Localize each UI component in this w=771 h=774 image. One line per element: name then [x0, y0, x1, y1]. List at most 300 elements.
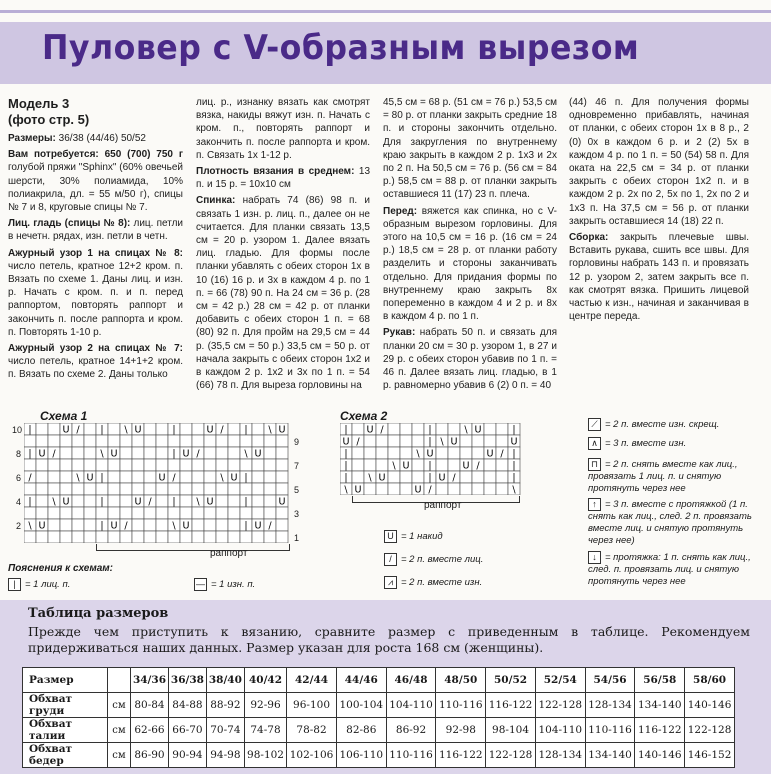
chart-symbol: | [28, 496, 32, 508]
chart-symbol: U [402, 460, 410, 472]
chart-cell [60, 507, 72, 519]
chart-symbol: U [110, 520, 118, 532]
chart-symbol: \ [124, 424, 128, 436]
front-text: вяжется как спинка, но с V-образным вырезом горловины. Для этого на 10,5 см = 16 р. (16 см = 24 р.) 18,5 см = 28 р. от планки работу разделить и стороны заканчивать отдельно. Для придания формы по внутреннему краю закрыть 8х попеременно в каждом 4 и 2 р. и 8х в каждом 4 р. по 1 п. [383, 205, 557, 323]
chart-cell [132, 459, 144, 471]
chart-symbol: | [28, 448, 32, 460]
chart-symbol: | [344, 472, 348, 484]
table-cell: 90-94 [168, 743, 206, 768]
chart-cell [252, 495, 264, 507]
chart-cell [72, 495, 84, 507]
chart-cell [132, 519, 144, 531]
chart-cell [364, 435, 376, 447]
chart-cell [144, 459, 156, 471]
chart-symbol: | [172, 496, 176, 508]
chart-cell [388, 447, 400, 459]
chart-symbol: / [380, 424, 384, 436]
table-cell: 128-134 [535, 743, 585, 768]
chart-symbol: / [268, 520, 272, 532]
chart-cell [400, 471, 412, 483]
chart-symbol: \ [172, 520, 176, 532]
chart-cell [36, 471, 48, 483]
chart-symbol: | [344, 448, 348, 460]
scheme1-row-6: 6 [16, 473, 22, 483]
yarn-over-icon: U [384, 530, 397, 543]
chart-cell [264, 507, 276, 519]
chart-cell [276, 435, 288, 447]
chart-symbol: \ [368, 472, 372, 484]
skp-icon: ↓ [588, 551, 601, 564]
chart-symbol: / [52, 448, 56, 460]
chart-cell [252, 423, 264, 435]
legend-knit-text: = 1 лиц. п. [25, 579, 71, 591]
chart-cell [252, 435, 264, 447]
chart-cell [376, 483, 388, 495]
table-row-label: Обхват груди [23, 693, 108, 718]
chart-symbol: \ [220, 472, 224, 484]
chart-symbol: U [206, 424, 214, 436]
front-label: Перед: [383, 205, 418, 217]
chart-cell [496, 483, 508, 495]
table-row-label: Обхват талии [23, 718, 108, 743]
table-title: Таблица размеров [28, 606, 169, 621]
chart-cell [276, 507, 288, 519]
table-size-header: 42/44 [287, 668, 337, 693]
chart-cell [144, 435, 156, 447]
table-size-header: 44/46 [336, 668, 386, 693]
chart-symbol: \ [76, 472, 80, 484]
stockinette-label: Лиц. гладь (спицы № 8): [8, 218, 131, 230]
chart-symbol: / [476, 460, 480, 472]
sizes-label: Размеры: [8, 133, 56, 144]
table-cell: 122-128 [535, 693, 585, 718]
chart-cell [436, 483, 448, 495]
chart-cell [144, 483, 156, 495]
legend-s3 [588, 498, 758, 547]
chart-cell [96, 459, 108, 471]
legend-skp [588, 551, 758, 588]
chart-cell [180, 423, 192, 435]
chart-cell [240, 507, 252, 519]
chart-cell [120, 495, 132, 507]
chart-cell [84, 507, 96, 519]
chart-cell [216, 447, 228, 459]
chart-cell [24, 435, 36, 447]
chart-cell [472, 471, 484, 483]
table-cell: 116-122 [486, 693, 536, 718]
chart-cell [228, 447, 240, 459]
text-column-1 [8, 96, 183, 385]
chart-symbol: U [182, 520, 190, 532]
lace2-text: число петель, кратное 14+1+2 кром. п. Вязать по схеме 2. Даны только [8, 356, 183, 381]
chart-symbol: | [512, 460, 516, 472]
chart-cell [192, 519, 204, 531]
sleeve-text: набрать 50 п. и связать для планки 20 см = 30 р. узором 1, в 27 и 29 р. с обеих сторон убавив по 1 п. = 46 п. Далее вязать лиц. гладью, в 1 р. равномерно убавив 6 (2) 0 п. = 40 [383, 327, 557, 392]
chart-cell [228, 507, 240, 519]
chart-symbol: U [474, 424, 482, 436]
chart-symbol: \ [512, 484, 516, 495]
table-cell: 82-86 [336, 718, 386, 743]
k2tog-icon: / [384, 553, 397, 566]
chart-symbol: \ [100, 448, 104, 460]
chart-cell [144, 519, 156, 531]
chart-cell [400, 435, 412, 447]
chart-cell [484, 435, 496, 447]
table-cell: 102-106 [287, 743, 337, 768]
chart-cell [144, 507, 156, 519]
chart-symbol: U [62, 424, 70, 436]
chart-symbol: / [428, 484, 432, 495]
chart-symbol: | [244, 472, 248, 484]
table-cell: 92-96 [244, 693, 286, 718]
chart-symbol: / [172, 472, 176, 484]
chart-cell [496, 423, 508, 435]
chart-symbol: | [28, 424, 32, 436]
chart-cell [60, 519, 72, 531]
chart-cell [496, 435, 508, 447]
table-cell: 110-116 [436, 693, 486, 718]
chart-cell [72, 459, 84, 471]
chart-cell [204, 507, 216, 519]
chart-cell [156, 459, 168, 471]
p3tog-icon: ∧ [588, 437, 601, 450]
chart-cell [376, 459, 388, 471]
chart-symbol: | [428, 472, 432, 484]
legend-p2tog [384, 576, 482, 589]
chart-cell [412, 435, 424, 447]
chart-cell [168, 507, 180, 519]
chart-cell [448, 459, 460, 471]
chart-cell [264, 483, 276, 495]
chart-cell [156, 507, 168, 519]
chart-symbol: / [500, 448, 504, 460]
chart-symbol: \ [440, 436, 444, 448]
chart-cell [484, 459, 496, 471]
chart-cell [180, 507, 192, 519]
chart-cell [36, 507, 48, 519]
scheme2-grid [340, 423, 522, 495]
table-cell: 98-102 [244, 743, 286, 768]
table-cell: 84-88 [168, 693, 206, 718]
chart-cell [108, 471, 120, 483]
chart-symbol: U [86, 472, 94, 484]
chart-cell [264, 459, 276, 471]
table-size-header: 34/36 [131, 668, 169, 693]
chart-cell [168, 435, 180, 447]
density-text: 13 п. и 15 р. = 10х10 см [196, 166, 371, 191]
chart-cell [192, 459, 204, 471]
chart-cell [216, 435, 228, 447]
table-cell: 122-128 [685, 718, 735, 743]
table-size-header: 54/56 [585, 668, 635, 693]
scheme1-row-10: 10 [12, 425, 23, 435]
chart-cell [412, 459, 424, 471]
table-unit: см [108, 718, 131, 743]
legend-s3-text: = 3 п. вместе с протяжкой (1 п. снять как лиц., след. 2 п. провязать вместе лиц. и снятую протянуть через нее) [588, 499, 752, 547]
legend-p3tog-text: = 3 п. вместе изн. [605, 438, 687, 450]
chart-cell [352, 447, 364, 459]
chart-cell [108, 495, 120, 507]
table-cell: 88-92 [206, 693, 244, 718]
table-size-header: 36/38 [168, 668, 206, 693]
chart-symbol: | [244, 496, 248, 508]
chart-cell [180, 483, 192, 495]
chart-cell [132, 531, 144, 543]
chart-cell [448, 483, 460, 495]
chart-cell [228, 531, 240, 543]
chart-symbol: | [244, 520, 248, 532]
chart-cell [108, 435, 120, 447]
chart-cell [376, 447, 388, 459]
chart-cell [204, 435, 216, 447]
scheme1-row-1: 1 [294, 533, 300, 543]
chart-cell [132, 483, 144, 495]
chart-cell [364, 459, 376, 471]
table-cell: 134-140 [635, 693, 685, 718]
chart-cell [60, 459, 72, 471]
chart-symbol: | [100, 496, 104, 508]
table-cell: 104-110 [386, 693, 436, 718]
chart-cell [276, 471, 288, 483]
model-title [8, 96, 183, 128]
table-size-header: 40/42 [244, 668, 286, 693]
chart-symbol: U [62, 496, 70, 508]
ssk-icon: ⊓ [588, 458, 601, 471]
chart-symbol: | [100, 520, 104, 532]
table-cell: 70-74 [206, 718, 244, 743]
chart-cell [204, 531, 216, 543]
chart-cell [460, 483, 472, 495]
legend-k2tog [384, 553, 483, 566]
chart-symbol: U [342, 436, 350, 448]
chart-symbol: U [278, 496, 286, 508]
chart-cell [72, 531, 84, 543]
chart-cell [180, 435, 192, 447]
chart-cell [84, 423, 96, 435]
col4-intro: (44) 46 п. Для получения формы одновременно прибавлять, начиная от планки, с обеих сторон 1х в 8 р., 2 (0) 0х в каждом 6 р. и 2 (2) 5х в каждом 4 р. по 1 п. = 50 (54) 58 п. Для оката на 22,5 см = 34 р. от планки закрыть с обеих сторон 1х2 п. и в каждом 2 р. 2х по 2, 5х по 1, 2х по 2 и 1х3 п. На 37,5 см = 56 р. от планки закрыть оставшиеся 14 (18) 22 п. [569, 97, 749, 227]
materials-text: голубой пряжи "Sphinx" (60% овечьей шерсти, 30% полиамида, 10% полиакрила, дл. = 55 м/50 г), спицы № 7 и 8, круговые спицы № 7. [8, 162, 183, 214]
scheme1-row-8: 8 [16, 449, 22, 459]
table-cell: 100-104 [336, 693, 386, 718]
purl-symbol-icon: — [196, 579, 205, 589]
back-label: Спинка: [196, 195, 236, 207]
scheme1-label: Схема 1 [40, 409, 88, 423]
chart-cell [240, 459, 252, 471]
table-unit: см [108, 693, 131, 718]
chart-symbol: | [512, 472, 516, 484]
chart-symbol: | [344, 460, 348, 472]
chart-cell [192, 507, 204, 519]
chart-symbol: \ [196, 496, 200, 508]
chart-cell [120, 447, 132, 459]
table-row-label: Обхват бедер [23, 743, 108, 768]
chart-cell [388, 423, 400, 435]
chart-symbol: U [278, 424, 286, 436]
scheme1-row-4: 4 [16, 497, 22, 507]
chart-cell [144, 471, 156, 483]
chart-symbol: | [344, 424, 348, 436]
chart-symbol: U [254, 448, 262, 460]
chart-cell [84, 495, 96, 507]
chart-cell [156, 483, 168, 495]
chart-cell [72, 507, 84, 519]
legend-skp-text: = протяжка: 1 п. снять как лиц., след. п. провязать лиц. и снятую протянуть через нее [588, 552, 751, 588]
chart-cell [120, 483, 132, 495]
table-cell: 74-78 [244, 718, 286, 743]
chart-cell [60, 435, 72, 447]
chart-cell [228, 459, 240, 471]
chart-cell [352, 459, 364, 471]
chart-cell [484, 471, 496, 483]
chart-cell [276, 459, 288, 471]
scheme1-row-9: 9 [294, 437, 300, 447]
chart-cell [120, 435, 132, 447]
chart-symbol: U [254, 520, 262, 532]
chart-cell [156, 531, 168, 543]
chart-cell [216, 483, 228, 495]
chart-symbol: | [100, 424, 104, 436]
assembly-text: закрыть плечевые швы. Вставить рукава, сшить все швы. Для горловины набрать 143 п. и провязать 12 р. узором 2, затем закрыть все п. как смотрят вязка. Пришить лицевой частью к изн., начиная и заканчивая в центре переда. [569, 232, 750, 323]
chart-cell [228, 519, 240, 531]
table-size-header: 52/54 [535, 668, 585, 693]
chart-cell [120, 531, 132, 543]
chart-symbol: / [76, 424, 80, 436]
materials-label: Вам потребуется: 650 (700) 750 г [8, 149, 183, 161]
table-row [23, 693, 735, 718]
chart-cell [84, 519, 96, 531]
chart-cell [264, 447, 276, 459]
knit-symbol-icon: | [8, 578, 21, 591]
chart-symbol: / [124, 520, 128, 532]
chart-cell [156, 447, 168, 459]
chart-cell [180, 471, 192, 483]
chart-symbol: U [206, 496, 214, 508]
chart-symbol: / [148, 496, 152, 508]
table-size-header: 56/58 [635, 668, 685, 693]
table-cell: 86-90 [131, 743, 169, 768]
chart-cell [192, 531, 204, 543]
chart-symbol: U [354, 484, 362, 495]
chart-symbol: | [172, 424, 176, 436]
chart-symbol: U [426, 448, 434, 460]
chart-cell [168, 531, 180, 543]
chart-cell [180, 531, 192, 543]
table-cell: 62-66 [131, 718, 169, 743]
legend-ssk [588, 458, 758, 495]
chart-symbol: \ [52, 496, 56, 508]
chart-cell [180, 459, 192, 471]
chart-cell [72, 519, 84, 531]
chart-cell [144, 447, 156, 459]
chart-cell [204, 471, 216, 483]
chart-cell [436, 423, 448, 435]
chart-symbol: | [100, 472, 104, 484]
chart-symbol: U [438, 472, 446, 484]
chart-cell [144, 423, 156, 435]
chart-symbol: U [182, 448, 190, 460]
table-cell: 96-100 [287, 693, 337, 718]
chart-symbol: | [428, 424, 432, 436]
chart-cell [276, 519, 288, 531]
chart-cell [264, 435, 276, 447]
chart-cell [460, 435, 472, 447]
chart-cell [460, 471, 472, 483]
chart-cell [228, 495, 240, 507]
chart-symbol: / [356, 436, 360, 448]
chart-cell [60, 471, 72, 483]
table-cell: 94-98 [206, 743, 244, 768]
chart-cell [120, 471, 132, 483]
sizes-value: 36/38 (44/46) 50/52 [58, 133, 146, 144]
size-table [22, 667, 735, 768]
table-cell: 128-134 [585, 693, 635, 718]
chart-cell [484, 423, 496, 435]
chart-cell [472, 435, 484, 447]
scheme1-row-2: 2 [16, 521, 22, 531]
page-title: Пуловер с V-образным вырезом [42, 28, 640, 68]
chart-cell [496, 471, 508, 483]
text-column-3 [383, 96, 557, 395]
chart-cell [460, 447, 472, 459]
chart-cell [84, 447, 96, 459]
chart-cell [48, 531, 60, 543]
chart-symbol: U [510, 436, 518, 448]
legend-ssk-text: = 2 п. снять вместе как лиц., провязать 1 лиц. п. и снятую протянуть через нее [588, 459, 738, 495]
chart-symbol: | [172, 448, 176, 460]
chart-cell [484, 483, 496, 495]
legend-p3tog [588, 437, 758, 450]
chart-cell [24, 483, 36, 495]
chart-symbol: \ [28, 520, 32, 532]
table-header-label: Размер [23, 668, 108, 693]
chart-cell [108, 531, 120, 543]
chart-cell [108, 459, 120, 471]
table-cell: 122-128 [486, 743, 536, 768]
chart-cell [376, 435, 388, 447]
table-size-header: 50/52 [486, 668, 536, 693]
chart-cell [132, 435, 144, 447]
legend-knit [8, 578, 70, 591]
chart-cell [108, 507, 120, 519]
scheme1-rapport-bracket [96, 544, 290, 551]
chart-cell [96, 507, 108, 519]
chart-cell [496, 459, 508, 471]
top-rule [0, 10, 771, 13]
chart-cell [240, 435, 252, 447]
chart-cell [132, 507, 144, 519]
chart-cell [352, 471, 364, 483]
table-cell: 78-82 [287, 718, 337, 743]
chart-cell [96, 483, 108, 495]
chart-cell [72, 447, 84, 459]
chart-cell [72, 435, 84, 447]
chart-symbol: / [452, 472, 456, 484]
chart-cell [156, 435, 168, 447]
table-row [23, 718, 735, 743]
chart-symbol: / [196, 448, 200, 460]
chart-cell [120, 507, 132, 519]
chart-symbol: | [244, 424, 248, 436]
chart-cell [84, 435, 96, 447]
chart-cell [364, 483, 376, 495]
legend-purl [194, 578, 255, 591]
chart-symbol: \ [416, 448, 420, 460]
chart-symbol: U [38, 448, 46, 460]
chart-cell [96, 531, 108, 543]
chart-cell [48, 519, 60, 531]
table-header-unit [108, 668, 131, 693]
chart-symbol: U [414, 484, 422, 495]
